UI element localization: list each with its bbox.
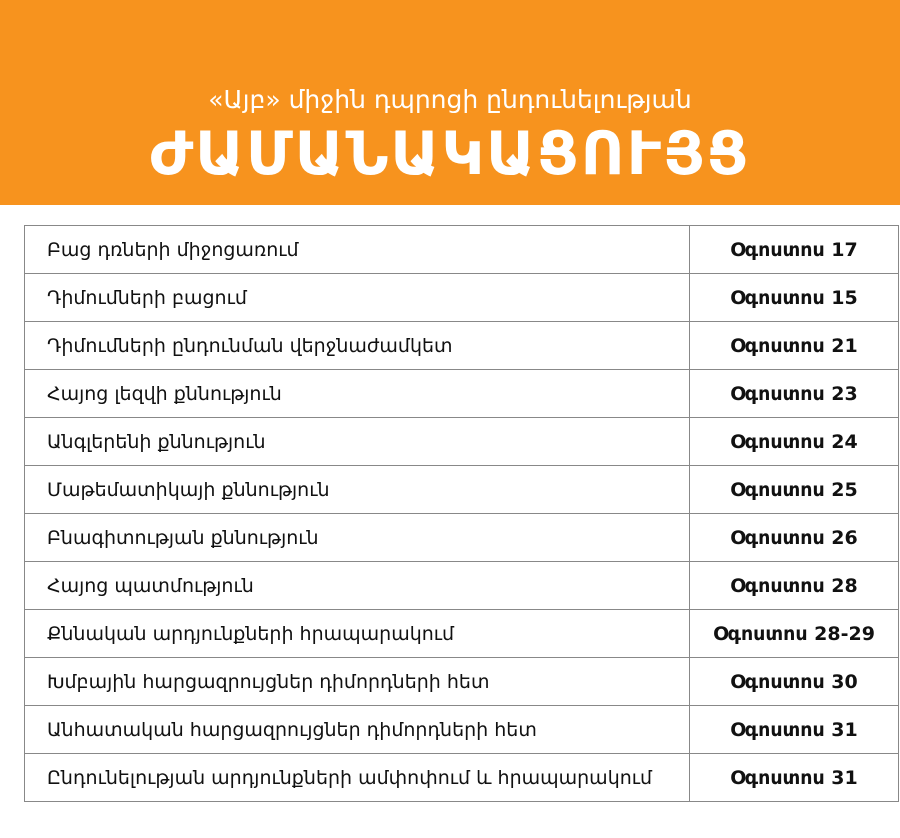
event-name: Քննական արդյունքների հրապարակում — [25, 610, 690, 658]
event-date: Օգոստոս 24 — [690, 418, 899, 466]
table-row — [25, 610, 899, 658]
event-date: Օգոստոս 17 — [690, 226, 899, 274]
event-name: Հայոց պատմություն — [25, 562, 690, 610]
table-row — [25, 754, 899, 802]
table-row — [25, 274, 899, 322]
table-row — [25, 418, 899, 466]
table-row — [25, 658, 899, 706]
event-date: Օգոստոս 21 — [690, 322, 899, 370]
event-date: Օգոստոս 26 — [690, 514, 899, 562]
event-name: Մաթեմատիկայի քննություն — [25, 466, 690, 514]
table-row — [25, 706, 899, 754]
table-row — [25, 514, 899, 562]
table-row — [25, 226, 899, 274]
event-name: Անգլերենի քննություն — [25, 418, 690, 466]
event-date: Օգոստոս 31 — [690, 706, 899, 754]
event-date: Օգոստոս 25 — [690, 466, 899, 514]
header-banner — [0, 0, 900, 205]
event-name: Դիմումների բացում — [25, 274, 690, 322]
table-row — [25, 466, 899, 514]
event-name: Հայոց լեզվի քննություն — [25, 370, 690, 418]
event-date: Օգոստոս 28-29 — [690, 610, 899, 658]
event-name: Դիմումների ընդունման վերջնաժամկետ — [25, 322, 690, 370]
event-name: Խմբային հարցազրույցներ դիմորդների հետ — [25, 658, 690, 706]
table-row — [25, 562, 899, 610]
table-row — [25, 322, 899, 370]
header-subtitle: «Այբ» միջին դպրոցի ընդունելության — [208, 85, 692, 114]
event-date: Օգոստոս 23 — [690, 370, 899, 418]
table-row — [25, 370, 899, 418]
event-name: Անհատական հարցազրույցներ դիմորդների հետ — [25, 706, 690, 754]
event-date: Օգոստոս 31 — [690, 754, 899, 802]
event-date: Օգոստոս 15 — [690, 274, 899, 322]
schedule-table — [24, 225, 899, 802]
event-name: Ընդունելության արդյունքների ամփոփում և հրապարակում — [25, 754, 690, 802]
event-name: Բնագիտության քննություն — [25, 514, 690, 562]
event-date: Օգոստոս 30 — [690, 658, 899, 706]
page-title: ԺԱՄԱՆԱԿԱՑՈՒՅՑ — [149, 119, 751, 189]
event-date: Օգոստոս 28 — [690, 562, 899, 610]
event-name: Բաց դռների միջոցառում — [25, 226, 690, 274]
